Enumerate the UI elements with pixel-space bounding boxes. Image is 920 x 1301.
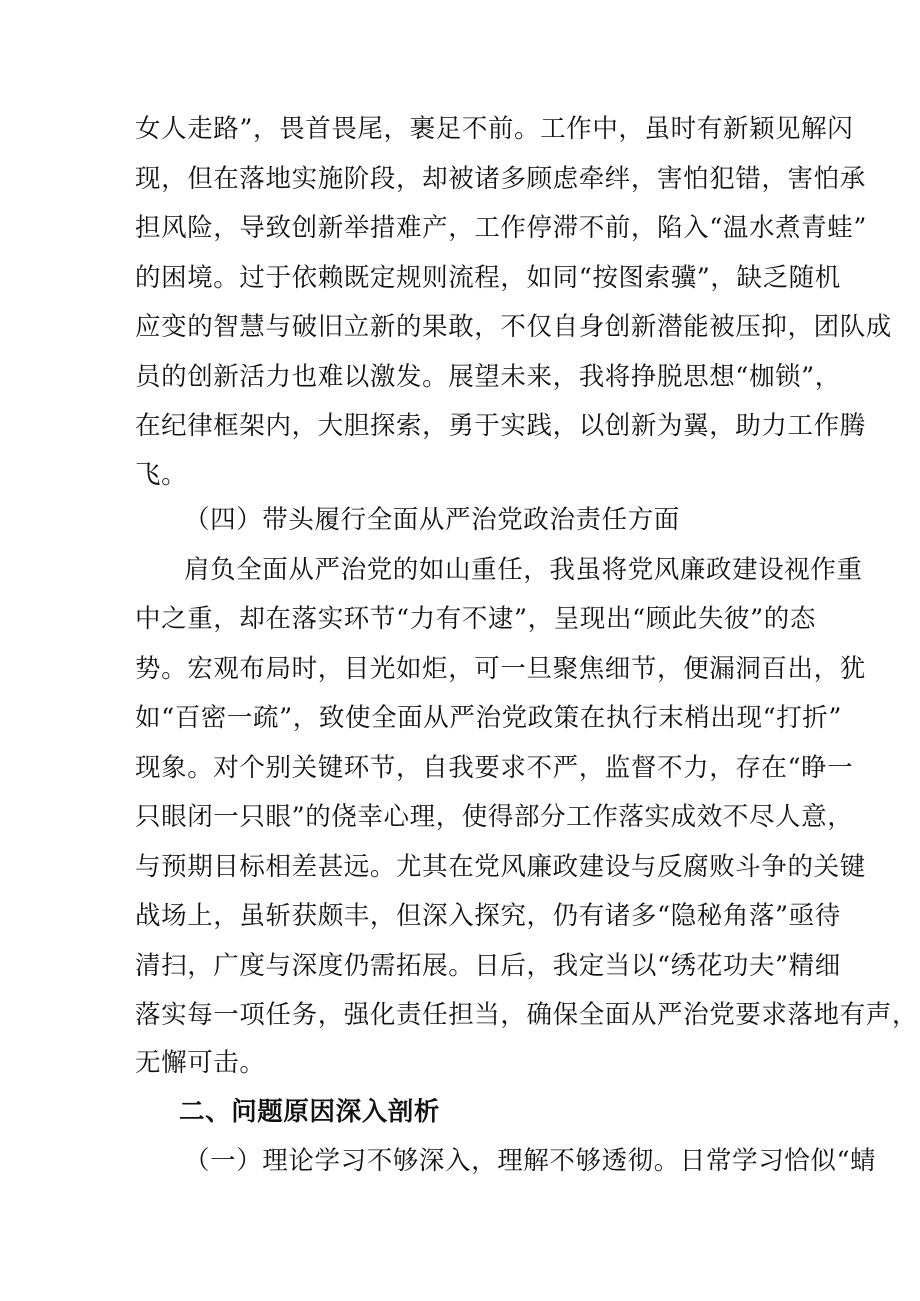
paragraph-line: 落实每一项任务，强化责任担当，确保全面从严治党要求落地有声，	[135, 1000, 919, 1030]
paragraph-line: 与预期目标相差甚远。尤其在党风廉政建设与反腐败斗争的关键	[135, 852, 866, 882]
paragraph-line: 的困境。过于依赖既定规则流程，如同“按图索骥”，缺乏随机	[135, 263, 841, 293]
paragraph-line: 现象。对个别关键环节，自我要求不严，监督不力，存在“睁一	[135, 753, 854, 783]
paragraph-line: 清扫，广度与深度仍需拓展。日后，我定当以“绣花功夫”精细	[135, 951, 841, 981]
paragraph-line: 肩负全面从严治党的如山重任，我虽将党风廉政建设视作重	[184, 555, 863, 585]
paragraph-line: 飞。	[135, 460, 188, 490]
paragraph-line: 应变的智慧与破旧立新的果敢，不仅自身创新潜能被压抑，团队成	[135, 312, 892, 342]
paragraph-line: 如“百密一疏”，致使全面从严治党政策在执行末梢出现“打折”	[135, 703, 843, 733]
paragraph-line: 只眼闭一只眼”的侥幸心理，使得部分工作落实成效不尽人意，	[135, 802, 854, 832]
paragraph-line: 无懈可击。	[135, 1048, 266, 1078]
paragraph-line: （一）理论学习不够深入，理解不够透彻。日常学习恰似“蜻	[184, 1146, 877, 1176]
paragraph-line: 战场上，虽斩获颇丰，但深入探究，仍有诸多“隐秘角落”亟待	[135, 901, 841, 931]
paragraph-line: 中之重，却在落实环节“力有不逮”，呈现出“顾此失彼”的态	[135, 604, 816, 634]
section-heading: （四）带头履行全面从严治党政治责任方面	[184, 505, 680, 535]
paragraph-line: 女人走路”，畏首畏尾，裹足不前。工作中，虽时有新颖见解闪	[135, 114, 854, 144]
paragraph-line: 现，但在落地实施阶段，却被诸多顾虑牵绊，害怕犯错，害怕承	[135, 164, 866, 194]
section-heading: 二、问题原因深入剖析	[179, 1097, 441, 1127]
paragraph-line: 员的创新活力也难以激发。展望未来，我将挣脱思想“枷锁”，	[135, 362, 841, 392]
paragraph-line: 担风险，导致创新举措难产，工作停滞不前，陷入“温水煮青蛙”	[135, 213, 867, 243]
paragraph-line: 势。宏观布局时，目光如炬，可一旦聚焦细节，便漏洞百出，犹	[135, 654, 866, 684]
paragraph-line: 在纪律框架内，大胆探索，勇于实践，以创新为翼，助力工作腾	[135, 411, 866, 441]
